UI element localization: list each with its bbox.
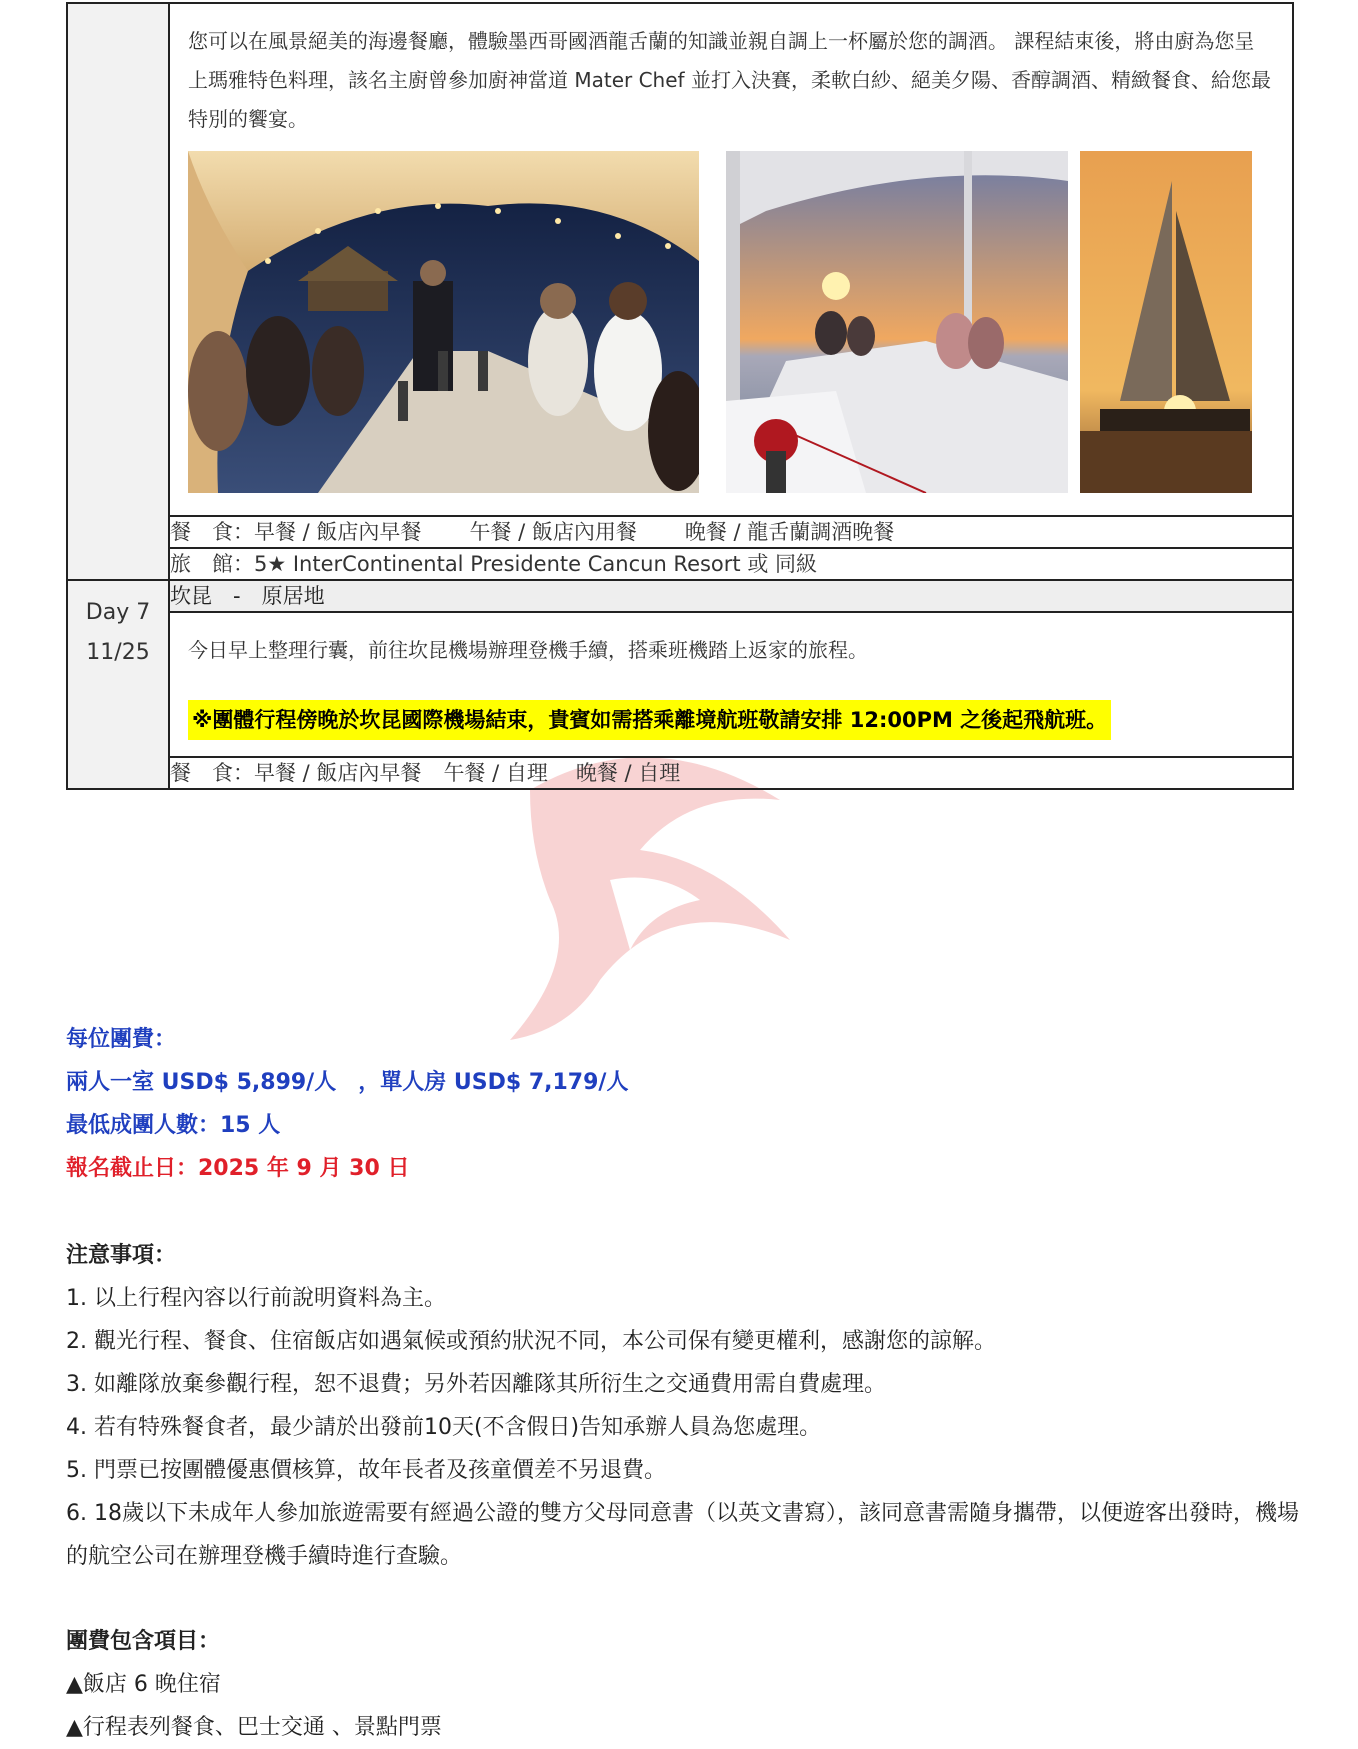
day6-day-cell <box>67 3 169 580</box>
day7-meal-dinner: 晚餐 / 自理 <box>575 761 681 785</box>
pricing-section <box>66 1018 628 1190</box>
day6-description: 您可以在風景絕美的海邊餐廳，體驗墨西哥國酒龍舌蘭的知識並親自調上一杯屬於您的調酒。 課程結束後，將由廚為您呈上瑪雅特色料理，該名主廚曾參加廚神當道 Mater Chef 並打入決賽，柔軟白紗、絕美夕陽、香醇調酒、精緻餐食、給您最特別的饗宴。 <box>188 29 1271 131</box>
photo-sailboat-sunset <box>1080 151 1252 493</box>
day6-hotel-name: 5★ InterContinental Presidente Cancun Resort 或 同級 <box>254 552 818 576</box>
day6-hotel-label: 旅 館： <box>170 552 254 576</box>
included-title: 團費包含項目： <box>66 1629 221 1654</box>
day7-meal-breakfast: 早餐 / 飯店內早餐 <box>254 761 422 785</box>
day6-meal-dinner: 晚餐 / 龍舌蘭調酒晚餐 <box>684 520 895 544</box>
photo-tequila-dinner <box>188 151 699 493</box>
day6-hotel-row <box>169 548 1293 580</box>
notes-title: 注意事項： <box>66 1243 177 1268</box>
day6-description-cell <box>169 3 1293 516</box>
note-item: 2. 觀光行程、餐食、住宿飯店如遇氣候或預約狀況不同，本公司保有變更權利，感謝您的諒解。 <box>66 1329 996 1354</box>
note-item: 4. 若有特殊餐食者，最少請於出發前10天(不含假日)告知承辦人員為您處理。 <box>66 1415 822 1440</box>
day7-notice: ※團體行程傍晚於坎昆國際機場結束，貴賓如需搭乘離境航班敬請安排 12:00PM 之後起飛航班。 <box>188 700 1111 740</box>
note-item: 3. 如離隊放棄參觀行程，恕不退費；另外若因離隊其所衍生之交通費用需自費處理。 <box>66 1372 886 1397</box>
note-item: 5. 門票已按團體優惠價核算，故年長者及孩童價差不另退費。 <box>66 1458 666 1483</box>
pricing-title: 每位團費： <box>66 1027 177 1052</box>
included-section <box>66 1620 442 1749</box>
day7-date: 11/25 <box>86 640 150 665</box>
min-group-size: 最低成團人數：15 人 <box>66 1113 281 1138</box>
day7-meal-lunch: 午餐 / 自理 <box>443 761 548 785</box>
day7-label: Day 7 <box>85 600 151 625</box>
pricing-line: 兩人一室 USD$ 5,899/人 ，單人房 USD$ 7,179/人 <box>66 1070 629 1095</box>
day7-meals-row <box>169 757 1293 789</box>
day7-day-cell <box>67 580 169 789</box>
note-item: 6. 18歲以下未成年人參加旅遊需要有經過公證的雙方父母同意書（以英文書寫），該同意書需隨身攜帶，以便遊客出發時，機場的航空公司在辦理登機手續時進行查驗。 <box>66 1501 1299 1569</box>
itinerary-table <box>66 2 1294 790</box>
note-item: 1. 以上行程內容以行前說明資料為主。 <box>66 1286 446 1311</box>
notes-section <box>66 1234 1306 1578</box>
day6-meal-lunch: 午餐 / 飯店內用餐 <box>469 520 637 544</box>
day6-meals-label: 餐 食： <box>170 520 254 544</box>
day7-meals-label: 餐 食： <box>170 761 254 785</box>
day7-description: 今日早上整理行囊，前往坎昆機場辦理登機手續，搭乘班機踏上返家的旅程。 <box>188 638 868 662</box>
day7-description-cell <box>169 612 1293 757</box>
day7-route: 坎昆 - 原居地 <box>169 580 1293 612</box>
photo-gallery <box>188 151 1274 497</box>
photo-catamaran-deck <box>726 151 1068 493</box>
signup-deadline: 報名截止日：2025 年 9 月 30 日 <box>66 1156 410 1181</box>
day6-meal-breakfast: 早餐 / 飯店內早餐 <box>254 520 422 544</box>
day6-meals-row <box>169 516 1293 548</box>
included-item: ▲飯店 6 晚住宿 <box>66 1672 221 1697</box>
included-item: ▲行程表列餐食、巴士交通 、景點門票 <box>66 1715 442 1740</box>
